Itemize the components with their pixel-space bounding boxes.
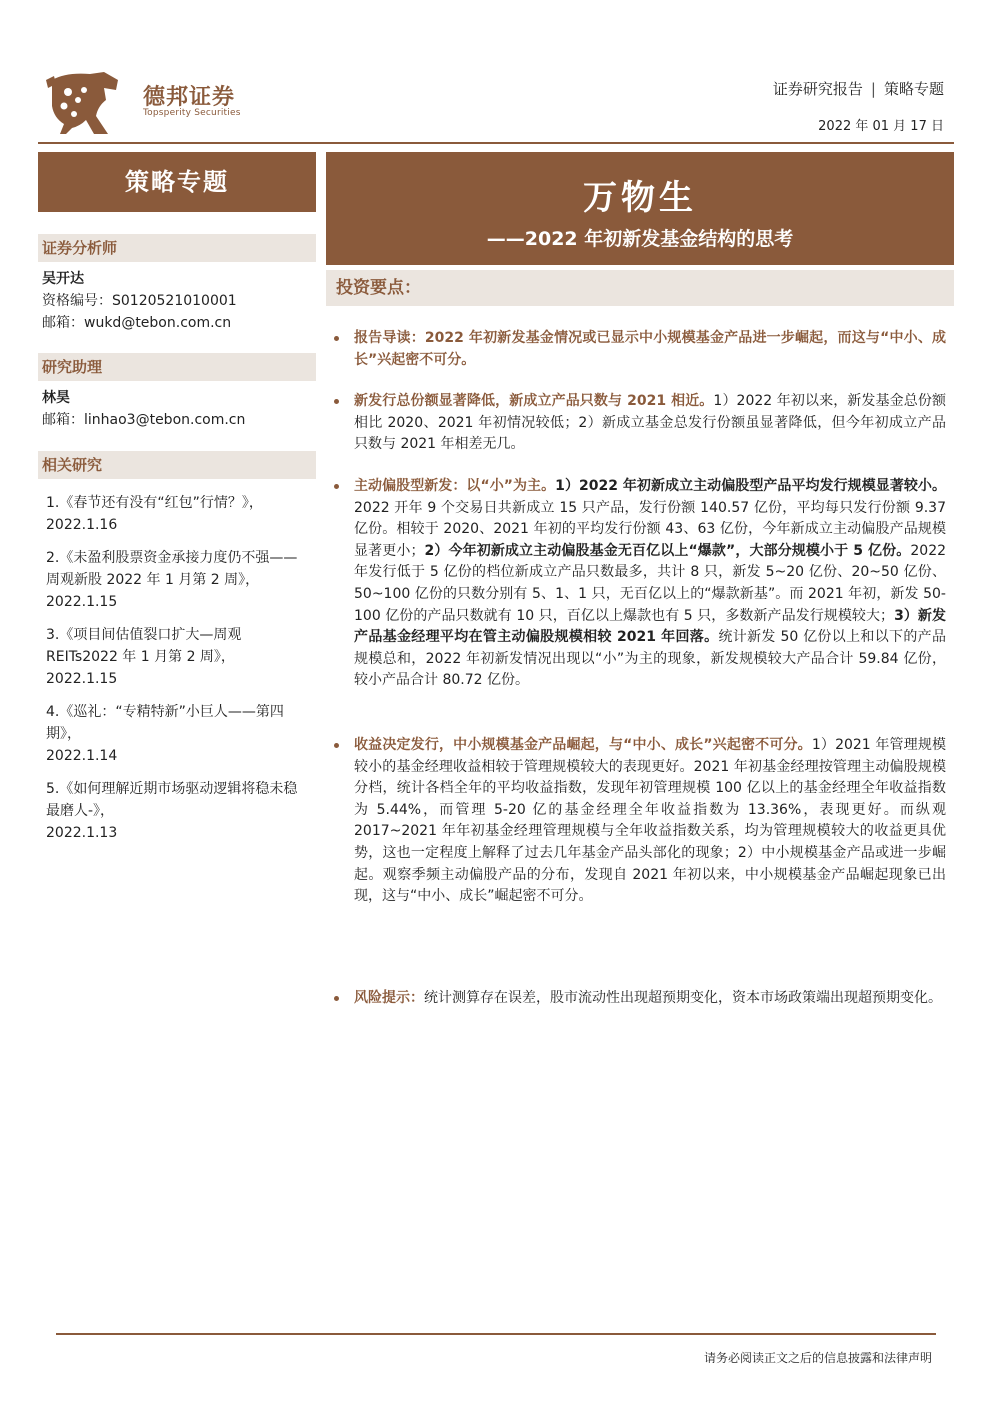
related-item-date: 2022.1.15 — [46, 594, 118, 610]
footer-disclaimer: 请务必阅读正文之后的信息披露和法律声明 — [703, 1351, 932, 1365]
related-item-title: 5.《如何理解近期市场驱动逻辑将稳未稳最磨人-》， — [46, 781, 298, 819]
analyst-name: 吴开达 — [42, 271, 84, 287]
assistant-heading: 研究助理 — [38, 353, 316, 381]
tebon-logo-icon — [46, 70, 124, 138]
key-point-bullet — [334, 391, 946, 456]
bullet-bold-text: 1）2022 年初新成立主动偏股型产品平均发行规模显著较小。 — [555, 478, 946, 494]
related-item[interactable] — [46, 624, 300, 690]
bullet-heading: 风险提示： — [354, 990, 424, 1006]
related-item-date: 2022.1.16 — [46, 517, 118, 533]
bullet-text: 1）2022 年初以来，新发基金总份额相比 2020、2021 年初情况较低；2）新成立基金总发行份额虽显著降低，但今年初成立产品只数与 2021 年相差无几。 — [354, 393, 946, 453]
report-type: 证券研究报告 — [772, 80, 863, 98]
bullet-text: 2022 开年 9 个交易日共新成立 15 只产品，发行份额 140.57 亿份，平均每只发行份额 9.37 亿份。相较于 2020、2021 年初的平均发行份额 43、63 亿份，今年新成立主动偏股产品规模显著更小； — [354, 499, 946, 559]
bullet-dot-icon — [334, 484, 339, 489]
related-item-title: 3.《项目间估值裂口扩大—周观REITs2022 年 1 月第 2 周》， — [46, 627, 242, 665]
bullet-bold-text: 3）新发产品基金经理平均在管主动偏股规模相较 2021 年回落。 — [354, 607, 946, 646]
analyst-cert: 资格编号：S0120521010001 — [42, 293, 237, 309]
related-item[interactable] — [46, 778, 300, 844]
bullet-text: 2022 年发行低于 5 亿份的档位新成立产品只数最多，共计 8 只，新发 5~20 亿份、20~50 亿份、50~100 亿份的只数分别有 5、1、1 只，无百亿以上的“爆款新基”。而 2021 年初，新发 50-100 亿份的产品只数就有 10 只，百亿以上爆款也有 5 只，多数新产品发行规模较大； — [354, 542, 947, 624]
report-header-labels — [773, 78, 944, 99]
bullet-heading: 新发行总份额显著降低，新成立产品只数与 2021 相近。 — [354, 393, 714, 409]
related-item-date: 2022.1.15 — [46, 671, 118, 687]
analyst-email[interactable]: 邮箱：wukd@tebon.com.cn — [42, 315, 232, 331]
bullet-dot-icon — [334, 743, 339, 748]
report-date: 2022 年 01 月 17 日 — [818, 119, 944, 134]
bullet-bold-text: 2）今年初新成立主动偏股基金无百亿以上“爆款”，大部分规模小于 5 亿份。 — [424, 542, 911, 559]
report-subtitle: ——2022 年初新发基金结构的思考 — [486, 228, 794, 250]
assistant-email[interactable]: 邮箱：linhao3@tebon.com.cn — [42, 412, 246, 428]
related-item[interactable] — [46, 701, 300, 767]
related-item-date: 2022.1.13 — [46, 825, 118, 841]
report-category: 策略专题 — [883, 80, 944, 98]
bullet-heading: 报告导读：2022 年初新发基金情况或已显示中小规模基金产品进一步崛起，而这与“中小、成长”兴起密不可分。 — [354, 330, 946, 368]
related-item[interactable] — [46, 492, 300, 536]
header-separator: | — [870, 79, 876, 98]
report-title: 万物生 — [583, 178, 697, 218]
key-point-bullet — [334, 328, 946, 371]
related-item-date: 2022.1.14 — [46, 748, 118, 764]
bullet-heading: 主动偏股型新发：以“小”为主。 — [354, 478, 556, 494]
bullet-text: 1）2021 年管理规模较小的基金经理收益相较于管理规模较大的表现更好。2021 年初基金经理按管理主动偏股规模分档，统计各档全年的平均收益指数，发现年初管理规模 100 亿以上的基金经理全年收益指数为 5.44%，而管理 5-20 亿的基金经理全年收益指数为 13.36%，表现更好。而纵观 2017~2021 年年初基金经理管理规模与全年收益指数关系，均为管理规模较大的收益更具优势，这也一定程度上解释了过去几年基金产品头部化的现象；2）中小规模基金产品或进一步崛起。观察季频主动偏股产品的分布，发现自 2021 年初以来，中小规模基金产品崛起现象已出现，这与“中小、成长”崛起密不可分。 — [354, 737, 946, 905]
bullet-text: 统计测算存在误差，股市流动性出现超预期变化，资本市场政策端出现超预期变化。 — [424, 990, 942, 1006]
company-name-en: Topsperity Securities — [143, 108, 241, 118]
related-item-title: 2.《未盈利股票资金承接力度仍不强——周观新股 2022 年 1 月第 2 周》， — [46, 550, 298, 588]
related-item-title: 1.《春节还有没有“红包”行情？》， — [46, 495, 263, 511]
analyst-heading: 证券分析师 — [38, 234, 316, 262]
bullet-dot-icon — [334, 399, 339, 404]
key-point-bullet — [334, 476, 946, 692]
key-points-heading: 投资要点： — [326, 270, 954, 306]
related-item-title: 4.《巡礼：“专精特新”小巨人——第四期》， — [46, 704, 284, 742]
report-title-box — [326, 152, 954, 265]
header-divider — [38, 142, 954, 144]
key-point-bullet — [334, 735, 946, 908]
bullet-dot-icon — [334, 336, 339, 341]
related-item[interactable] — [46, 547, 300, 613]
related-research-list — [46, 492, 300, 855]
company-name-cn: 德邦证券 — [143, 85, 236, 110]
footer-divider — [56, 1333, 936, 1335]
bullet-text: 统计新发 50 亿份以上和以下的产品规模总和，2022 年初新发情况出现以“小”为主的现象，新发规模较大产品合计 59.84 亿份，较小产品合计 80.72 亿份。 — [354, 629, 946, 689]
category-banner: 策略专题 — [38, 152, 316, 212]
key-point-bullet — [334, 988, 946, 1010]
related-research-heading: 相关研究 — [38, 451, 316, 479]
bullet-heading: 收益决定发行，中小规模基金产品崛起，与“中小、成长”兴起密不可分。 — [354, 737, 812, 753]
bullet-dot-icon — [334, 996, 339, 1001]
assistant-name: 林昊 — [42, 390, 70, 406]
